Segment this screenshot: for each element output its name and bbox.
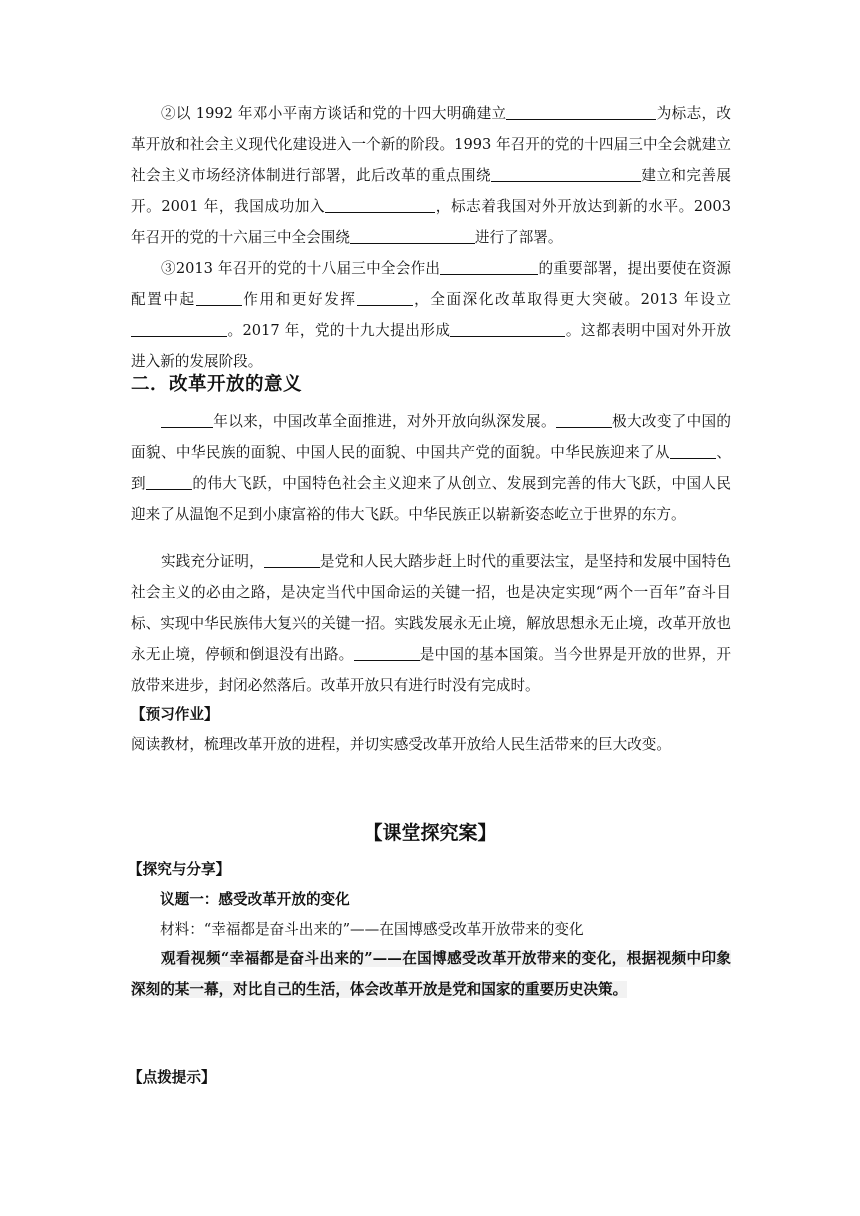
classroom-inquiry-title: 【课堂探究案】 (363, 822, 497, 844)
fill-blank[interactable] (450, 320, 565, 337)
paragraph-2013: ③2013 年召开的党的十八届三中全会作出 的重要部署，提出要使在资源配置中起 作用和更好发挥 ，全面深化改革取得更大突破。2013 年设立。2017 年，党的十九大提出形成 。这都表明中国对外开放进入新的发展阶段。 (131, 260, 731, 370)
preview-homework-label: 【预习作业】 (131, 706, 219, 723)
material-line: 材料：“幸福都是奋斗出来的”——在国博感受改革开放带来的变化 (160, 921, 584, 938)
fill-blank[interactable] (506, 103, 656, 120)
fill-blank[interactable] (357, 289, 413, 306)
fill-blank[interactable] (146, 473, 192, 490)
fill-blank[interactable] (556, 411, 612, 428)
preview-homework-text: 阅读教材，梳理改革开放的进程，并切实感受改革开放给人民生活带来的巨大改变。 (131, 736, 671, 753)
fill-blank[interactable] (670, 442, 716, 459)
significance-paragraph-1: 年以来，中国改革全面推进，对外开放向纵深发展。 极大改变了中国的面貌、中华民族的面貌、中国人民的面貌、中国共产党的面貌。中华民族迎来了从 、到 的伟大飞跃，中国特色社会主义迎来了从创立、发展到完善的伟大飞跃，中国人民迎来了从温饱不足到小康富裕的伟大飞跃。中华民族正以崭新姿态屹立于世界的东方。 (131, 413, 731, 523)
fill-blank[interactable] (196, 289, 242, 306)
section-heading-significance: 二．改革开放的意义 (131, 374, 303, 395)
explore-share-label: 【探究与分享】 (128, 861, 231, 878)
paragraph-1992: ②以 1992 年邓小平南方谈话和党的十四大明确建立 为标志，改革开放和社会主义现代化建设进入一个新的阶段。1993 年召开的党的十四届三中全会就建立社会主义市场经济体制进行部署，此后改革的重点围绕 建立和完善展开。2001 年，我国成功加入 ，标志着我国对外开放达到新的水平。2003 年召开的党的十六届三中全会围绕 进行了部署。 (131, 105, 731, 246)
fill-blank[interactable] (325, 196, 435, 213)
topic-one: 议题一：感受改革开放的变化 (160, 891, 350, 908)
significance-paragraph-2: 实践充分证明， 是党和人民大踏步赶上时代的重要法宝，是坚持和发展中国特色社会主义的必由之路，是决定当代中国命运的关键一招，也是决定实现“两个一百年”奋斗目标、实现中华民族伟大复兴的关键一招。实践发展永无止境，解放思想永无止境，改革开放也永无止境，停顿和倒退没有出路。 是中国的基本国策。当今世界是开放的世界，开放带来进步，封闭必然落后。改革开放只有进行时没有完成时。 (131, 553, 731, 694)
fill-blank[interactable] (491, 165, 641, 182)
fill-blank[interactable] (440, 258, 538, 275)
hint-label: 【点拨提示】 (128, 1069, 216, 1086)
task-instruction: 观看视频“幸福都是奋斗出来的”——在国博感受改革开放带来的变化，根据视频中印象深刻的某一幕，对比自己的生活，体会改革开放是党和国家的重要历史决策。 (131, 950, 731, 998)
fill-blank[interactable] (354, 644, 420, 661)
fill-blank[interactable] (264, 551, 320, 568)
reform-timeline-section (131, 98, 731, 377)
fill-blank[interactable] (131, 320, 227, 337)
fill-blank[interactable] (161, 411, 213, 428)
fill-blank[interactable] (350, 227, 475, 244)
